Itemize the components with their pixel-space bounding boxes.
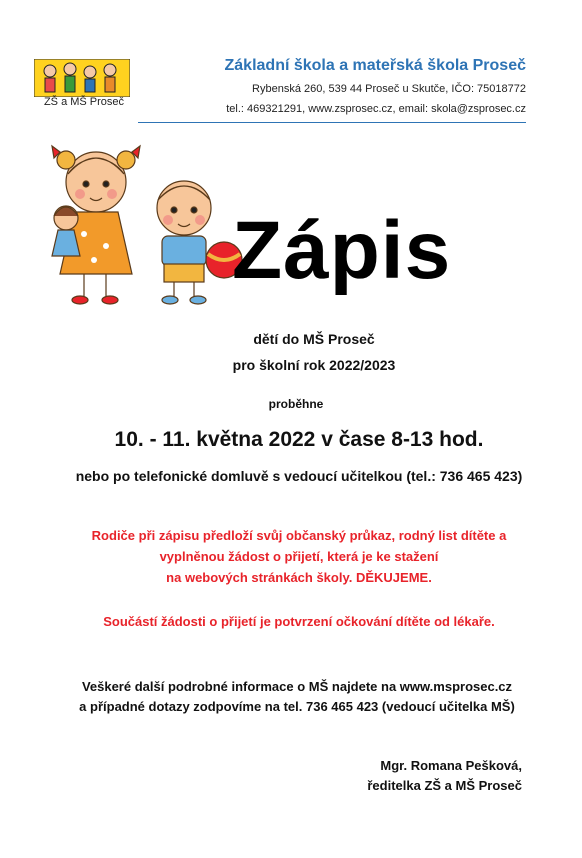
- signature-role: ředitelka ZŠ a MŠ Proseč: [367, 778, 522, 793]
- signature-name: Mgr. Romana Pešková,: [380, 758, 522, 773]
- subtitle-children: dětí do MŠ Proseč: [253, 331, 375, 347]
- logo-caption: ZŠ a MŠ Proseč: [43, 96, 125, 108]
- subtitle-school-year: pro školní rok 2022/2023: [232, 357, 396, 373]
- header-divider: [138, 122, 526, 123]
- enrollment-date: 10. - 11. května 2022 v čase 8-13 hod.: [114, 428, 484, 451]
- info-line-2: a případné dotazy zodpovíme na tel. 736 465 423 (vedoucí učitelka MŠ): [79, 699, 515, 714]
- school-contact: tel.: 469321291, www.zsprosec.cz, email: skola@zsprosec.cz: [226, 103, 526, 115]
- notice-line-3: na webových stránkách školy. DĚKUJEME.: [166, 570, 432, 585]
- notice-vaccination: Součástí žádosti o přijetí je potvrzení očkování dítěte od lékaře.: [103, 614, 495, 629]
- school-name: Základní škola a mateřská škola Proseč: [224, 57, 526, 74]
- school-address: Rybenská 260, 539 44 Proseč u Skutče, IČO: 75018772: [252, 83, 526, 95]
- page-title: Zápis: [232, 205, 452, 296]
- phone-arrangement: nebo po telefonické domluvě s vedoucí učitelkou (tel.: 736 465 423): [75, 468, 523, 484]
- probehne-label: proběhne: [268, 397, 324, 411]
- notice-line-2: vyplněnou žádost o přijetí, která je ke stažení: [159, 549, 439, 564]
- children-illustration-icon: [34, 138, 246, 306]
- notice-line-1: Rodiče při zápisu předloží svůj občanský průkaz, rodný list dítěte a: [91, 528, 507, 543]
- info-line-1: Veškeré další podrobné informace o MŠ najdete na www.msprosec.cz: [81, 679, 513, 694]
